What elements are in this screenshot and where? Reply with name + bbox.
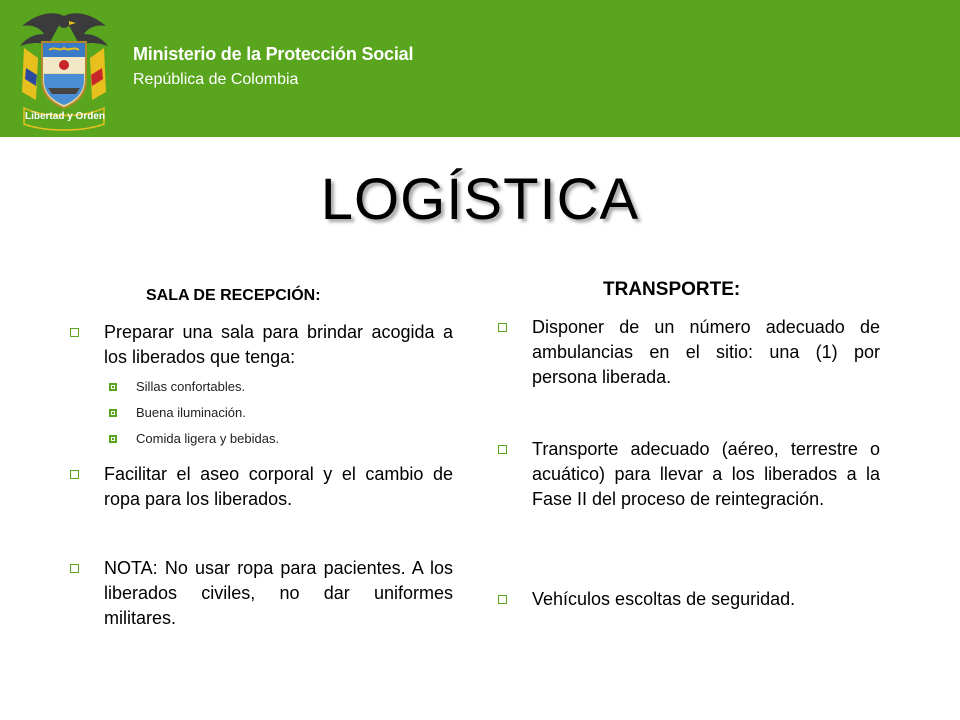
transport-heading: TRANSPORTE: — [603, 279, 741, 300]
square-bullet-icon — [498, 445, 507, 454]
square-bullet-icon — [109, 383, 117, 391]
square-bullet-icon — [498, 323, 507, 332]
right-bullet-1-text: Disponer de un número adecuado de ambulancias en el sitio: una (1) por persona liberada. — [532, 317, 880, 387]
square-bullet-icon — [109, 409, 117, 417]
left-subitem-2 — [109, 405, 409, 421]
left-bullet-2 — [70, 462, 453, 512]
left-bullet-3-text: NOTA: No usar ropa para pacientes. A los liberados civiles, no dar uniformes militares. — [104, 558, 453, 628]
left-subitem-1-text: Sillas confortables. — [136, 379, 246, 394]
left-bullet-2-text: Facilitar el aseo corporal y el cambio de ropa para los liberados. — [104, 464, 453, 509]
left-subitem-1 — [109, 379, 409, 395]
left-subitem-3 — [109, 431, 409, 447]
slide-title: LOGÍSTICA — [320, 167, 640, 232]
square-bullet-icon — [70, 564, 79, 573]
reception-room-heading: SALA DE RECEPCIÓN: — [146, 287, 321, 304]
right-bullet-3 — [498, 587, 880, 612]
right-bullet-1 — [498, 315, 880, 390]
left-subitem-3-text: Comida ligera y bebidas. — [136, 431, 280, 446]
right-bullet-2 — [498, 437, 880, 512]
right-bullet-3-text: Vehículos escoltas de seguridad. — [532, 589, 796, 609]
left-bullet-1 — [70, 320, 453, 370]
left-bullet-3 — [70, 556, 453, 631]
square-bullet-icon — [70, 328, 79, 337]
crest-motto: Libertad y Orden — [24, 111, 105, 122]
header-banner — [0, 0, 960, 137]
left-subitem-2-text: Buena iluminación. — [136, 405, 246, 420]
square-bullet-icon — [109, 435, 117, 443]
right-bullet-2-text: Transporte adecuado (aéreo, terrestre o acuático) para llevar a los liberados a la Fase II del proceso de reintegración. — [532, 439, 880, 509]
ministry-name: Ministerio de la Protección Social — [133, 44, 414, 64]
country-name: República de Colombia — [133, 71, 299, 88]
left-bullet-1-text: Preparar una sala para brindar acogida a los liberados que tenga: — [104, 322, 453, 367]
square-bullet-icon — [70, 470, 79, 479]
square-bullet-icon — [498, 595, 507, 604]
